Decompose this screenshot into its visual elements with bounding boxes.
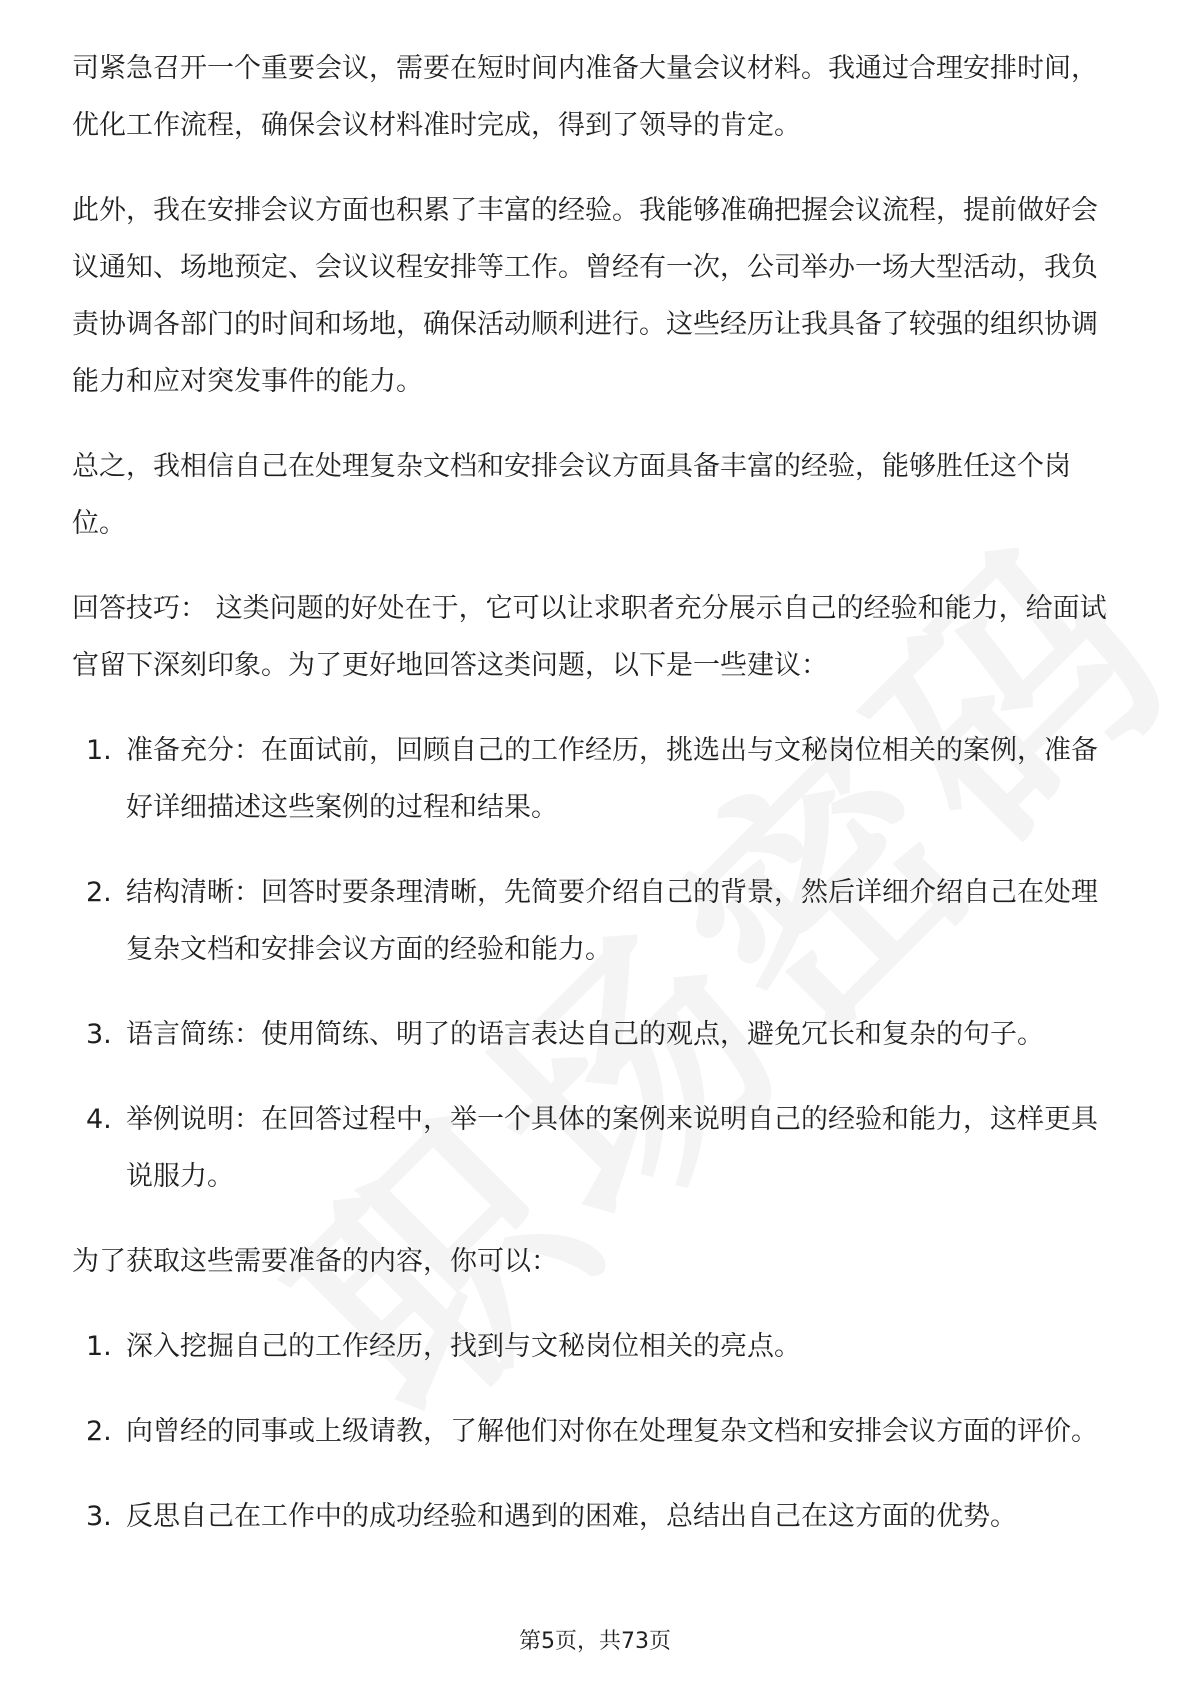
list-item bbox=[72, 1403, 1122, 1460]
list-item-text: 举例说明：在回答过程中，举一个具体的案例来说明自己的经验和能力，这样更具说服力。 bbox=[126, 1104, 1098, 1192]
tips-list bbox=[72, 722, 1122, 1205]
list-item bbox=[72, 1006, 1122, 1063]
paragraph: 司紧急召开一个重要会议，需要在短时间内准备大量会议材料。我通过合理安排时间，优化工作流程，确保会议材料准时完成，得到了领导的肯定。 bbox=[72, 53, 1098, 141]
list-number: 2. bbox=[86, 1416, 112, 1447]
list-item-text: 深入挖掘自己的工作经历，找到与文秘岗位相关的亮点。 bbox=[126, 1331, 801, 1362]
list-item-text: 结构清晰：回答时要条理清晰，先简要介绍自己的背景，然后详细介绍自己在处理复杂文档和安排会议方面的经验和能力。 bbox=[126, 877, 1098, 965]
list-number: 1. bbox=[86, 1331, 112, 1362]
document-body bbox=[72, 40, 1122, 1573]
page-number-footer: 第5页，共73页 bbox=[519, 1629, 671, 1654]
list-item-text: 反思自己在工作中的成功经验和遇到的困难，总结出自己在这方面的优势。 bbox=[126, 1501, 1017, 1532]
paragraph: 总之，我相信自己在处理复杂文档和安排会议方面具备丰富的经验，能够胜任这个岗位。 bbox=[72, 451, 1071, 539]
paragraph: 为了获取这些需要准备的内容，你可以： bbox=[72, 1246, 558, 1277]
list-number: 3. bbox=[86, 1019, 112, 1050]
paragraph-answer-tips: 回答技巧： 这类问题的好处在于，它可以让求职者充分展示自己的经验和能力，给面试官留下深刻印象。为了更好地回答这类问题，以下是一些建议： bbox=[72, 593, 1107, 681]
list-item bbox=[72, 1488, 1122, 1545]
list-item bbox=[72, 1091, 1122, 1205]
list-item bbox=[72, 1318, 1122, 1375]
prep-list bbox=[72, 1318, 1122, 1545]
list-item bbox=[72, 864, 1122, 978]
list-number: 4. bbox=[86, 1104, 112, 1135]
paragraph: 此外，我在安排会议方面也积累了丰富的经验。我能够准确把握会议流程，提前做好会议通知、场地预定、会议议程安排等工作。曾经有一次，公司举办一场大型活动，我负责协调各部门的时间和场地，确保活动顺利进行。这些经历让我具备了较强的组织协调能力和应对突发事件的能力。 bbox=[72, 195, 1098, 397]
list-item-text: 向曾经的同事或上级请教，了解他们对你在处理复杂文档和安排会议方面的评价。 bbox=[126, 1416, 1098, 1447]
list-number: 2. bbox=[86, 877, 112, 908]
list-item-text: 语言简练：使用简练、明了的语言表达自己的观点，避免冗长和复杂的句子。 bbox=[126, 1019, 1044, 1050]
list-item-text: 准备充分：在面试前，回顾自己的工作经历，挑选出与文秘岗位相关的案例，准备好详细描述这些案例的过程和结果。 bbox=[126, 735, 1098, 823]
list-number: 3. bbox=[86, 1501, 112, 1532]
list-item bbox=[72, 722, 1122, 836]
list-number: 1. bbox=[86, 735, 112, 766]
